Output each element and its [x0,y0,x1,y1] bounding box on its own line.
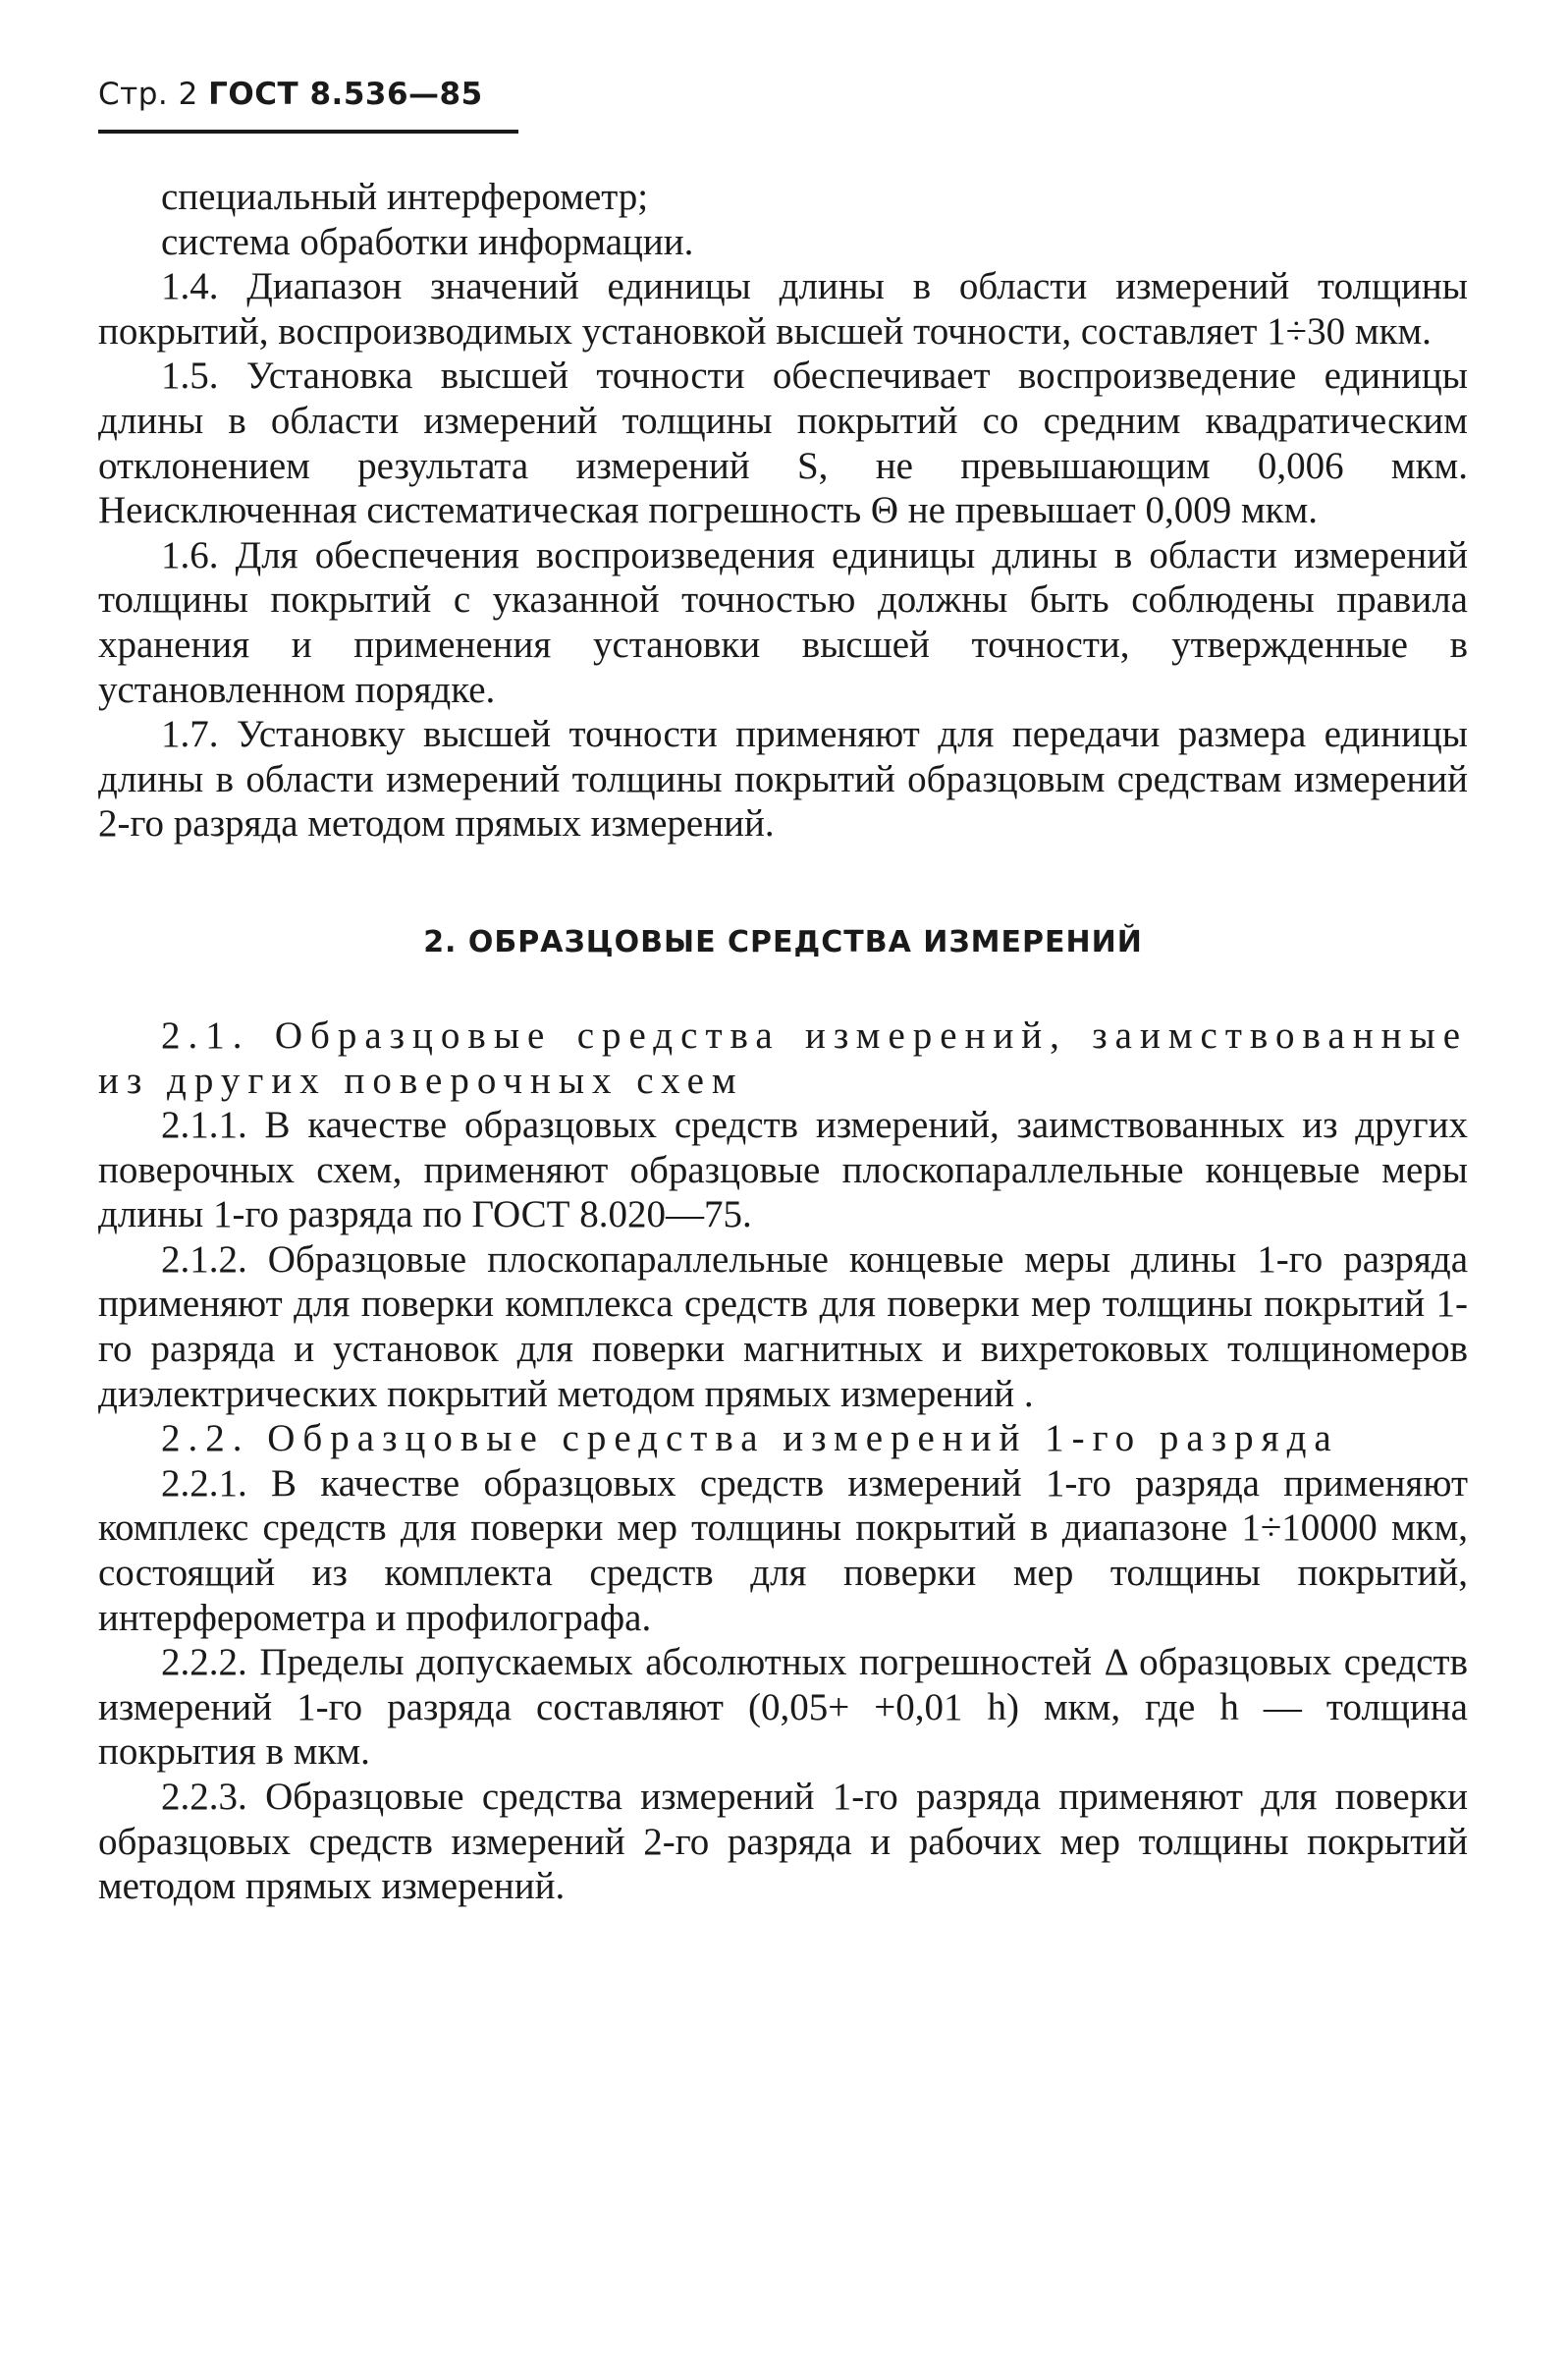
paragraph: 2.2.2. Пределы допускаемых абсолютных погрешностей Δ образцовых средств измерений 1-го разряда составляют (0,05+ +0,01 h) мкм, где h — толщина покрытия в мкм. [98,1641,1468,1774]
page-header [98,77,483,112]
paragraph: 1.4. Диапазон значений единицы длины в области измерений толщины покрытий, воспроизводимых установкой высшей точности, составляет 1÷30 мкм. [98,265,1468,353]
header-rule [98,130,518,134]
paragraph: 2.2.3. Образцовые средства измерений 1-го разряда применяют для поверки образцовых средств измерений 2-го разряда и рабочих мер толщины покрытий методом прямых измерений. [98,1776,1468,1908]
page-label: Стр. 2 [98,77,198,112]
subsection-heading: 2.1. Образцовые средства измерений, заимствованные из других поверочных схем [98,1013,1468,1102]
paragraph: 1.5. Установка высшей точности обеспечивает воспроизведение единицы длины в области измерений толщины покрытий со средним квадратическим отклонением результата измерений S, не превышающим 0,006 мкм. Неисключенная систематическая погрешность Θ не превышает 0,009 мкм. [98,355,1468,532]
paragraph: 1.7. Установку высшей точности применяют для передачи размера единицы длины в области измерений толщины покрытий образцовым средствам измерений 2-го разряда методом прямых измерений. [98,713,1468,846]
paragraph: 2.2.1. В качестве образцовых средств измерений 1-го разряда применяют комплекс средств для поверки мер толщины покрытий в диапазоне 1÷10000 мкм, состоящий из комплекта средств для поверки мер толщины покрытий, интерферометра и профилографа. [98,1461,1468,1639]
paragraph: специальный интерферометр; [161,176,649,218]
section-title: 2. ОБРАЗЦОВЫЕ СРЕДСТВА ИЗМЕРЕНИЙ [423,924,1143,959]
paragraph: 1.6. Для обеспечения воспроизведения единицы длины в области измерений толщины покрытий с указанной точностью должны быть соблюдены правила хранения и применения установки высшей точности, утвержденные в установленном порядке. [98,533,1468,711]
doc-code: ГОСТ 8.536—85 [208,77,483,112]
document-body [98,175,1468,1909]
paragraph: система обработки информации. [161,220,694,263]
subsection-heading: 2.2. Образцовые средства измерений 1-го разряда [161,1417,1339,1460]
paragraph: 2.1.1. В качестве образцовых средств измерений, заимствованных из других поверочных схем, применяют образцовые плоскопараллельные концевые меры длины 1-го разряда по ГОСТ 8.020—75. [98,1104,1468,1236]
paragraph: 2.1.2. Образцовые плоскопараллельные концевые меры длины 1-го разряда применяют для поверки комплекса средств для поверки мер толщины покрытий 1-го разряда и установок для поверки магнитных и вихретоковых толщиномеров диэлектрических покрытий методом прямых измерений . [98,1237,1468,1415]
